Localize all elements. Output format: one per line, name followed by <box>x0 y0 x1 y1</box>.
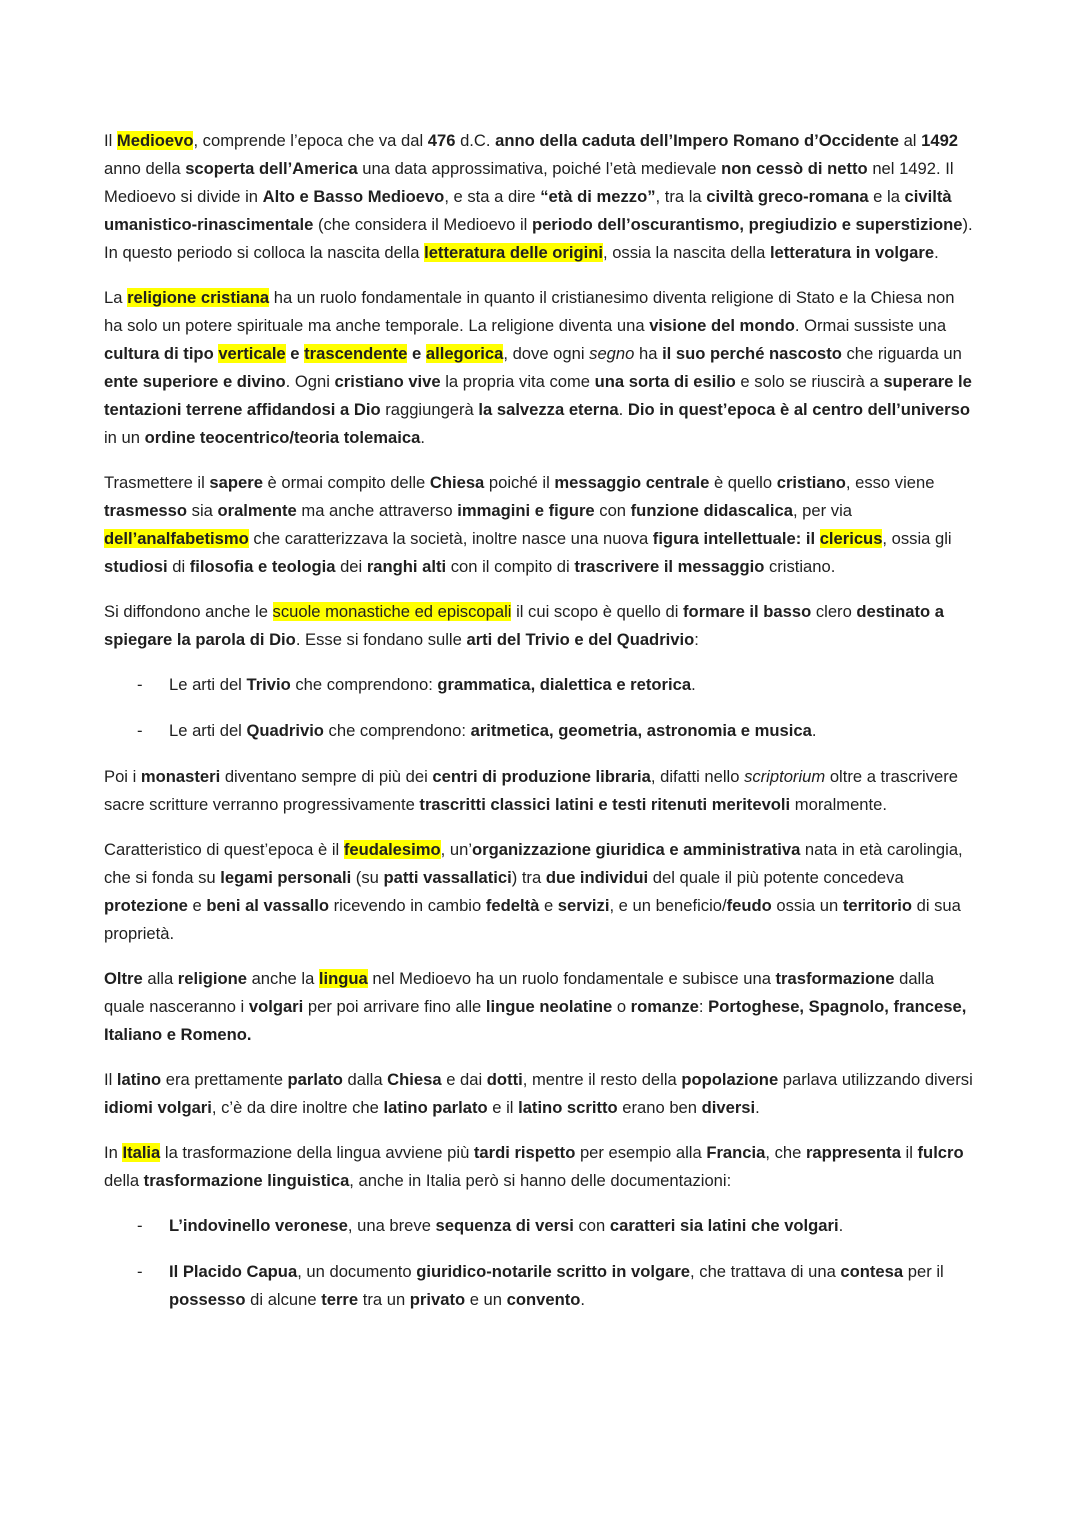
text-run: In <box>104 1143 123 1162</box>
text-run: dalla <box>342 1070 388 1089</box>
text-run: con <box>594 501 631 520</box>
text-run: segno <box>589 344 635 363</box>
paragraph <box>104 763 976 819</box>
text-run: possesso <box>169 1290 246 1309</box>
highlighted-text: scuole monastiche ed episcopali <box>272 602 512 621</box>
paragraph <box>104 1139 976 1195</box>
text-run: civiltà greco-romana <box>706 187 869 206</box>
highlighted-text: Medioevo <box>116 131 194 150</box>
text-run: convento <box>506 1290 581 1309</box>
text-run: trasformazione <box>775 969 895 988</box>
text-run: , anche in Italia però si hanno delle documentazioni: <box>349 1171 732 1190</box>
text-run: studiosi <box>104 557 168 576</box>
text-run: destinato a spiegare la parola di Dio <box>104 602 945 649</box>
list-item <box>104 717 976 745</box>
highlighted-text: lingua <box>318 969 368 988</box>
text-run: organizzazione giuridica e amministrativa <box>472 840 801 859</box>
text-run: nel Medioevo ha un ruolo fondamentale e subisce una <box>367 969 776 988</box>
text-run: 476 <box>427 131 456 150</box>
text-run: filosofia e teologia <box>189 557 336 576</box>
text-run: lingue neolatine <box>485 997 613 1016</box>
text-run: (su <box>351 868 384 887</box>
text-run: una sorta di esilio <box>594 372 736 391</box>
text-run: è quello <box>709 473 777 492</box>
text-run: per il <box>903 1262 944 1281</box>
list-bullet: - <box>137 675 143 694</box>
text-run: raggiungerà <box>380 400 479 419</box>
text-run: Le arti del <box>169 675 247 694</box>
text-run: patti vassallatici <box>383 868 512 887</box>
text-run: che caratterizzava la società, inoltre nasce una nuova <box>248 529 653 548</box>
text-run: latino scritto <box>518 1098 618 1117</box>
highlighted-text: allegorica <box>425 344 504 363</box>
highlighted-text: Italia <box>122 1143 161 1162</box>
highlighted-text: feudalesimo <box>343 840 441 859</box>
text-run: Oltre <box>104 969 143 988</box>
list-item <box>104 1258 976 1314</box>
text-run: . <box>811 721 817 740</box>
text-run: romanze <box>630 997 699 1016</box>
text-run: erano ben <box>617 1098 702 1117</box>
text-run: . <box>755 1098 760 1117</box>
text-run: anno della <box>104 159 186 178</box>
text-run: e <box>539 896 558 915</box>
text-run: ha <box>634 344 663 363</box>
text-run: ma anche attraverso <box>296 501 458 520</box>
text-run: La <box>104 288 128 307</box>
text-run: la propria vita come <box>440 372 595 391</box>
text-run: tra un <box>358 1290 410 1309</box>
text-run: Poi i <box>104 767 141 786</box>
text-run: funzione didascalica <box>630 501 793 520</box>
text-run: parlato <box>287 1070 343 1089</box>
text-run: era prettamente <box>161 1070 288 1089</box>
text-run: clero <box>811 602 857 621</box>
text-run: , comprende l’epoca che va dal <box>193 131 428 150</box>
text-run: , un documento <box>297 1262 417 1281</box>
text-run: che comprendono: <box>323 721 471 740</box>
text-run: sequenza di versi <box>435 1216 574 1235</box>
paragraph <box>104 598 976 654</box>
text-run: . Ogni <box>285 372 335 391</box>
text-run: , che <box>765 1143 806 1162</box>
text-run: civiltà umanistico-rinascimentale <box>104 187 952 234</box>
text-run: per poi arrivare fino alle <box>303 997 486 1016</box>
text-run: e solo se riuscirà a <box>735 372 884 391</box>
text-run: Trasmettere il <box>104 473 210 492</box>
text-run: ente superiore e divino <box>104 372 286 391</box>
text-run: il suo perché nascosto <box>662 344 842 363</box>
text-run: Le arti del <box>169 721 247 740</box>
text-run: di sua proprietà. <box>104 896 961 943</box>
highlighted-text: verticale <box>218 344 286 363</box>
text-run: periodo dell’oscurantismo, pregiudizio e superstizione <box>531 215 963 234</box>
text-run: territorio <box>842 896 912 915</box>
text-run: e un <box>465 1290 507 1309</box>
text-run: e il <box>487 1098 519 1117</box>
text-run: rappresenta <box>805 1143 901 1162</box>
text-run: . Esse si fondano sulle <box>295 630 467 649</box>
list-item <box>104 1212 976 1240</box>
highlighted-text: dell’analfabetismo <box>104 529 249 548</box>
text-run: scoperta dell’America <box>185 159 358 178</box>
text-run: cristiano. <box>764 557 836 576</box>
text-run: , per via <box>792 501 852 520</box>
text-run: , c’è da dire inoltre che <box>211 1098 384 1117</box>
text-run: . Ormai sussiste una <box>794 316 947 335</box>
list-bullet: - <box>137 1216 143 1235</box>
text-run: protezione <box>104 896 188 915</box>
paragraph <box>104 965 976 1049</box>
text-run: nel 1492. Il Medioevo si divide in <box>104 159 954 206</box>
text-run: volgari <box>248 997 304 1016</box>
text-run: trasmesso <box>104 501 188 520</box>
highlighted-text: letteratura delle origini <box>424 243 603 262</box>
text-run: Trivio <box>246 675 291 694</box>
text-run: dotti <box>486 1070 523 1089</box>
text-run: il <box>900 1143 918 1162</box>
text-run: ordine teocentrico/teoria tolemaica <box>144 428 421 447</box>
text-run: parlava utilizzando diversi <box>778 1070 973 1089</box>
text-run: idiomi volgari <box>104 1098 212 1117</box>
text-run: aritmetica, geometria, astronomia e musica <box>470 721 812 740</box>
text-run: sapere <box>209 473 263 492</box>
text-run: Si diffondono anche le <box>104 602 273 621</box>
text-run: che riguarda un <box>841 344 962 363</box>
text-run: visione del mondo <box>649 316 795 335</box>
text-run: letteratura in volgare <box>769 243 935 262</box>
text-run: , e un beneficio/ <box>609 896 727 915</box>
text-run: sia <box>187 501 218 520</box>
text-run: latino <box>116 1070 162 1089</box>
text-run: Portoghese, Spagnolo, francese, Italiano e Romeno. <box>104 997 967 1044</box>
text-run: arti del Trivio e del Quadrivio <box>466 630 695 649</box>
text-run: grammatica, dialettica e retorica <box>437 675 692 694</box>
text-run: diventano sempre di più dei <box>220 767 433 786</box>
highlighted-text: trascendente <box>304 344 408 363</box>
text-run: ricevendo in cambio <box>329 896 486 915</box>
text-run: : il <box>795 529 820 548</box>
text-run: , ossia gli <box>882 529 952 548</box>
text-run: nata in età carolingia, che si fonda su <box>104 840 963 887</box>
text-run: e <box>187 896 207 915</box>
text-run: , un’ <box>440 840 473 859</box>
text-run: messaggio centrale <box>554 473 710 492</box>
text-run: trascritti classici latini e testi ritenuti meritevoli <box>419 795 791 814</box>
text-run: con <box>573 1216 610 1235</box>
list-bullet: - <box>137 721 143 740</box>
text-run: servizi <box>557 896 610 915</box>
text-run: e dai <box>441 1070 487 1089</box>
text-run: feudo <box>726 896 772 915</box>
text-run: ranghi alti <box>366 557 447 576</box>
text-run: beni al vassallo <box>206 896 330 915</box>
text-run: della <box>104 1171 144 1190</box>
text-run: “età di mezzo” <box>540 187 656 206</box>
text-run: . <box>580 1290 586 1309</box>
highlighted-text: clericus <box>819 529 883 548</box>
highlighted-text: religione cristiana <box>127 288 270 307</box>
text-run: ). In questo periodo si colloca la nascita della <box>104 215 973 262</box>
text-run: fulcro <box>917 1143 964 1162</box>
text-run: (che considera il Medioevo il <box>313 215 532 234</box>
text-run: anche la <box>246 969 319 988</box>
text-run: contesa <box>840 1262 904 1281</box>
text-run: trascrivere il messaggio <box>574 557 765 576</box>
text-run: 1492 <box>921 131 959 150</box>
text-run: figura intellettuale <box>652 529 796 548</box>
text-run: oltre a trascrivere sacre scritture verranno progressivamente <box>104 767 958 814</box>
text-run: , esso viene <box>845 473 935 492</box>
text-run: Quadrivio <box>246 721 324 740</box>
text-run: . <box>934 243 939 262</box>
text-run: poiché il <box>484 473 555 492</box>
text-run: cultura di tipo <box>104 344 219 363</box>
text-run: , difatti nello <box>650 767 745 786</box>
text-run: latino parlato <box>383 1098 488 1117</box>
text-run: e <box>285 344 305 363</box>
text-run: Caratteristico di quest’epoca è il <box>104 840 344 859</box>
text-run: al <box>898 131 922 150</box>
text-run: cristiano <box>776 473 846 492</box>
text-run: tardi rispetto <box>473 1143 576 1162</box>
list-item <box>104 671 976 699</box>
text-run: che comprendono: <box>290 675 438 694</box>
text-run: giuridico-notarile scritto in volgare <box>416 1262 691 1281</box>
text-run: anno della caduta dell’Impero Romano d’Occidente <box>495 131 899 150</box>
paragraph <box>104 1066 976 1122</box>
text-run: Alto e Basso Medioevo <box>262 187 445 206</box>
text-run: dei <box>335 557 367 576</box>
text-run: Il <box>104 1070 117 1089</box>
text-run: Chiesa <box>429 473 485 492</box>
text-run: Il Placido Capua <box>169 1262 298 1281</box>
text-run: di <box>167 557 190 576</box>
text-run: non cessò di netto <box>721 159 868 178</box>
text-run: in un <box>104 428 145 447</box>
text-run: legami personali <box>220 868 352 887</box>
text-run: e la <box>868 187 905 206</box>
paragraph <box>104 836 976 948</box>
text-run: Chiesa <box>387 1070 442 1089</box>
text-run: la trasformazione della lingua avviene più <box>160 1143 474 1162</box>
text-run: trasformazione linguistica <box>143 1171 350 1190</box>
paragraph <box>104 469 976 581</box>
text-run: privato <box>409 1290 466 1309</box>
list-bullet: - <box>137 1262 143 1281</box>
text-run: centri di produzione libraria <box>432 767 651 786</box>
text-run: immagini e figure <box>457 501 595 520</box>
text-run: . <box>420 428 425 447</box>
text-run: , mentre il resto della <box>522 1070 682 1089</box>
text-run: religione <box>177 969 247 988</box>
text-run: . <box>691 675 696 694</box>
text-run: due individui <box>545 868 649 887</box>
text-run: una data approssimativa, poiché l’età medievale <box>357 159 722 178</box>
text-run: monasteri <box>140 767 221 786</box>
text-run: Dio in quest’epoca è al centro dell’universo <box>627 400 970 419</box>
text-run: la salvezza eterna <box>478 400 619 419</box>
text-run: , una breve <box>347 1216 436 1235</box>
text-run: scriptorium <box>744 767 826 786</box>
text-run: o <box>612 997 631 1016</box>
text-run: moralmente. <box>790 795 887 814</box>
text-run: Francia <box>706 1143 766 1162</box>
text-run: fedeltà <box>485 896 540 915</box>
text-run: per esempio alla <box>575 1143 707 1162</box>
paragraph <box>104 284 976 452</box>
text-run: oralmente <box>217 501 297 520</box>
text-run: L’indovinello veronese <box>169 1216 348 1235</box>
text-run: caratteri sia latini che volgari <box>609 1216 839 1235</box>
document-page <box>104 127 976 1332</box>
text-run: Il <box>104 131 117 150</box>
text-run: , tra la <box>655 187 707 206</box>
text-run: , e sta a dire <box>444 187 541 206</box>
text-run: terre <box>321 1290 359 1309</box>
text-run: . <box>618 400 628 419</box>
text-run: e <box>407 344 426 363</box>
text-run: d.C. <box>455 131 496 150</box>
text-run: formare il basso <box>683 602 812 621</box>
text-run: di alcune <box>245 1290 322 1309</box>
text-run: superare le tentazioni terrene affidandosi a Dio <box>104 372 972 419</box>
text-run: , ossia la nascita della <box>602 243 770 262</box>
text-run: del quale il più potente concedeva <box>648 868 904 887</box>
paragraph <box>104 127 976 267</box>
text-run: ossia un <box>771 896 843 915</box>
text-run: diversi <box>701 1098 756 1117</box>
text-run: : <box>698 997 709 1016</box>
text-run: ) tra <box>511 868 546 887</box>
text-run: : <box>694 630 699 649</box>
text-run: con il compito di <box>446 557 575 576</box>
text-run: è ormai compito delle <box>262 473 430 492</box>
text-run: , che trattava di una <box>690 1262 841 1281</box>
text-run: ha un ruolo fondamentale in quanto il cristianesimo diventa religione di Stato e la Chiesa non ha solo un potere spirituale ma anche temporale. La religione diventa una <box>104 288 955 335</box>
text-run: . <box>838 1216 844 1235</box>
text-run: dalla quale nasceranno i <box>104 969 935 1016</box>
text-run: il cui scopo è quello di <box>511 602 684 621</box>
text-run: cristiano vive <box>334 372 441 391</box>
text-run: alla <box>142 969 178 988</box>
text-run: popolazione <box>681 1070 779 1089</box>
text-run: , dove ogni <box>503 344 590 363</box>
